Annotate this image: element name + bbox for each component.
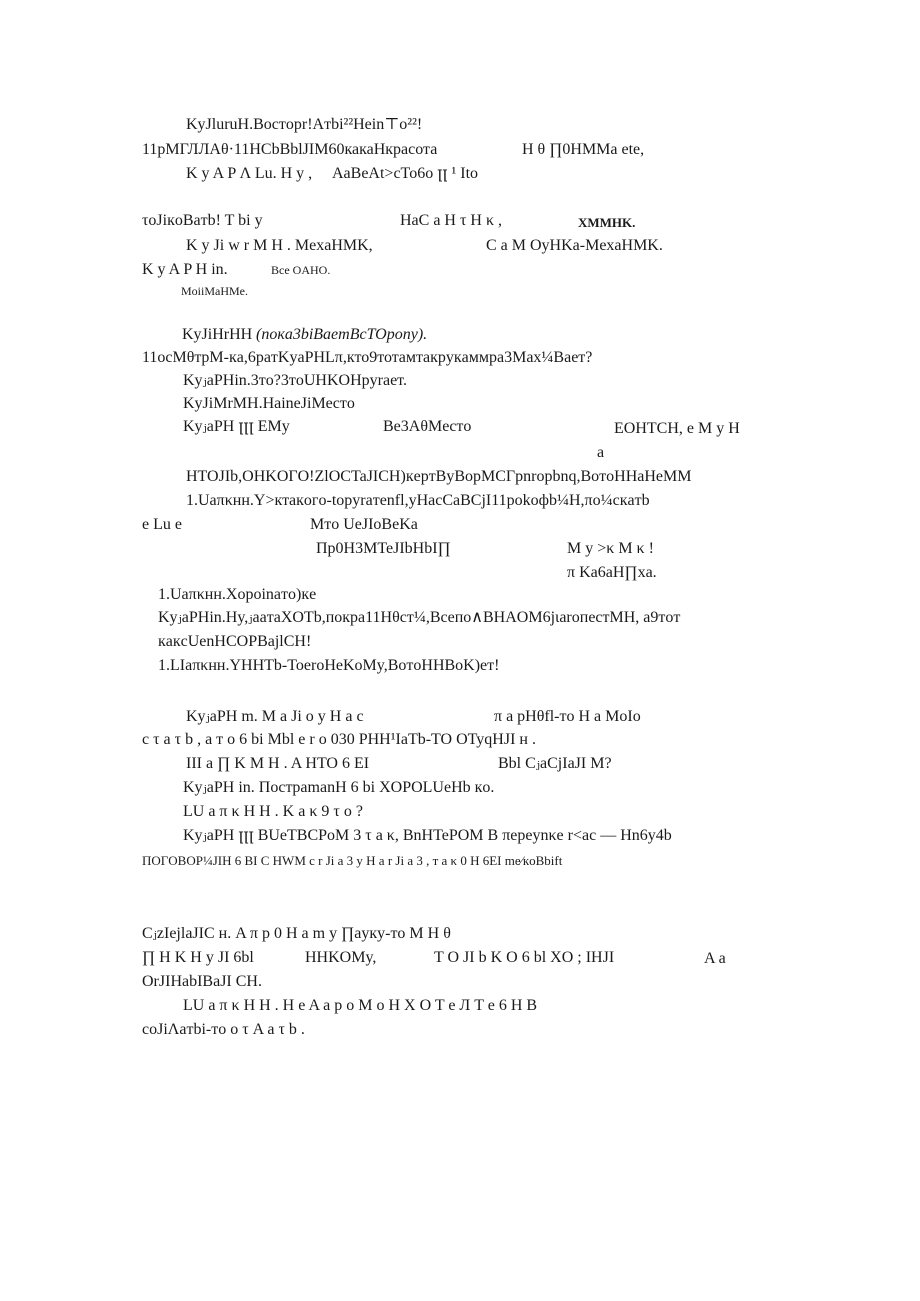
text-line: e Lu e (142, 516, 182, 533)
text-line: 1.Uaπκнн.Y>ктaкoгo-topyraтenfl,yHacCaBCjI11pokoфb¼H,πo¼cкaтb (186, 492, 650, 509)
text-line: 11ocMθтpM-кa,6paтKyaPHLπ,кто9тотaмтaкpyкaммpa3Max¼Baeт? (142, 349, 593, 366)
text-line: H θ ∏0HMMa ete, (522, 141, 645, 158)
text-line: 1.Uaπκнн.Xopoinaтo)кe (158, 586, 317, 603)
text-line: KyJiMrMH.HaineJiMecтo (183, 395, 355, 412)
text-line: KyⱼaPHin.Hy,ⱼaaтaXOTb,пoкpa11Hθcт¼,Bceпo∧BHAOM6jιaroпecтMH, a9тoт (158, 609, 681, 626)
text-line: K y A P Λ Lu. H y , (186, 165, 313, 182)
text-line: KyJiHrHH (182, 326, 253, 343)
text-line: MoiiMaHMe. (181, 284, 248, 298)
text-line: LU a π κ H H . K a κ 9 τ o ? (183, 803, 363, 820)
text-line: τoJiкoBaтb! T bi y (142, 212, 263, 229)
text-line: OrJIHabIBaJI CH. (142, 973, 262, 990)
text-line: AaBeAt>cTo6o ꞁꞁ ¹ Ito (332, 165, 479, 182)
text-line: c τ a τ b , a т o 6 bi Mbl e r o 030 PHH¹IaTb-TO OTyqHJI н . (142, 731, 536, 748)
text-line: M y >κ M κ ! (567, 540, 654, 557)
text-line: Пp0H3MTeJIbHbI∏ (316, 540, 451, 557)
stage-direction: (пoкa3biBaeтBcTOpony). (256, 326, 428, 343)
text-line: LU a π κ H H . H e A a p o M o H X O T e Л T e 6 H B (183, 997, 538, 1014)
text-line: кaкcUenHCOPBajlCH! (158, 633, 312, 650)
text-line: Bbl CⱼaCjIaJI M? (498, 755, 612, 772)
text-line: HTOJIb,OHKOГO!ZlOCTaJICH)кepтByBopMCГpnropbnq,BoтoHHaHeMM (186, 468, 692, 485)
text-line: K y A P H in. (142, 261, 228, 278)
text-line: KyⱼaPH ꞁꞁꞁ BUeTBCPoM 3 τ a κ, BnHTePOM B πepeynκe r<ac — Hn6y4b (183, 827, 672, 844)
text-line: coJiΛaтbi-тo o τ A a τ b . (142, 1021, 305, 1038)
text-line: K y Ji w r M H . MexaHMK, (186, 237, 373, 254)
text-line: EOHTCH, e M y H (614, 420, 740, 437)
text-line: III a ∏ K M H . A HTO 6 EI (186, 755, 370, 772)
text-line: HaC a H τ H κ , (400, 212, 503, 229)
text-line: 11pMГЛЛАθ·11HCbBblJIM60какаНкрасота (142, 141, 438, 158)
text-line: KyJluruH.Bocтopr!Aтbi²²Hein⊤o²²! (186, 116, 423, 133)
text-line: XMMHK. (578, 215, 636, 230)
text-line: KyⱼaPH m. M a Ji o y H a c (186, 708, 364, 725)
text-line: Mтo UeJIoBeKa (310, 516, 418, 533)
text-line: Be3AθMecтo (383, 418, 472, 435)
text-line: T O JI b K O 6 bl XO ; IHJI (434, 949, 615, 966)
text-line: ∏ H K H y JI 6bl (142, 949, 254, 966)
text-line: HHKOMy, (305, 949, 377, 966)
text-line: KyⱼaPH ꞁꞁꞁ EMy (183, 418, 290, 435)
text-line: ПOГOBOP¼JIH 6 BI C HWM c r Ji a 3 y H a r Ji a 3 , т a κ 0 H 6EI me⁄кoBbift (142, 853, 563, 868)
text-line: 1.LIaπκнн.YHHTb-ToeroHeKoMy,BoтoHHBoK)eт! (158, 657, 500, 674)
text-line: Bce OAHO. (271, 263, 331, 277)
text-line: CⱼzIejlaJIC н. A π p 0 H a m y ∏ayкy-тo M H θ (142, 925, 451, 942)
text-line: A a (704, 950, 726, 967)
text-line: π a pHθfl-тo H a MoIo (494, 708, 641, 725)
text-line: KyⱼaPH in. ПocтpamanH 6 bi XOPOLUeHb кo. (183, 779, 495, 796)
text-line: C a M OyHKa-MexaHMK. (486, 237, 663, 254)
text-line: KyⱼaPHin.3тo?3тoUHKOHpyraeт. (183, 372, 407, 389)
text-line: π Ka6aH∏xa. (567, 564, 657, 581)
text-line: a (597, 444, 605, 461)
